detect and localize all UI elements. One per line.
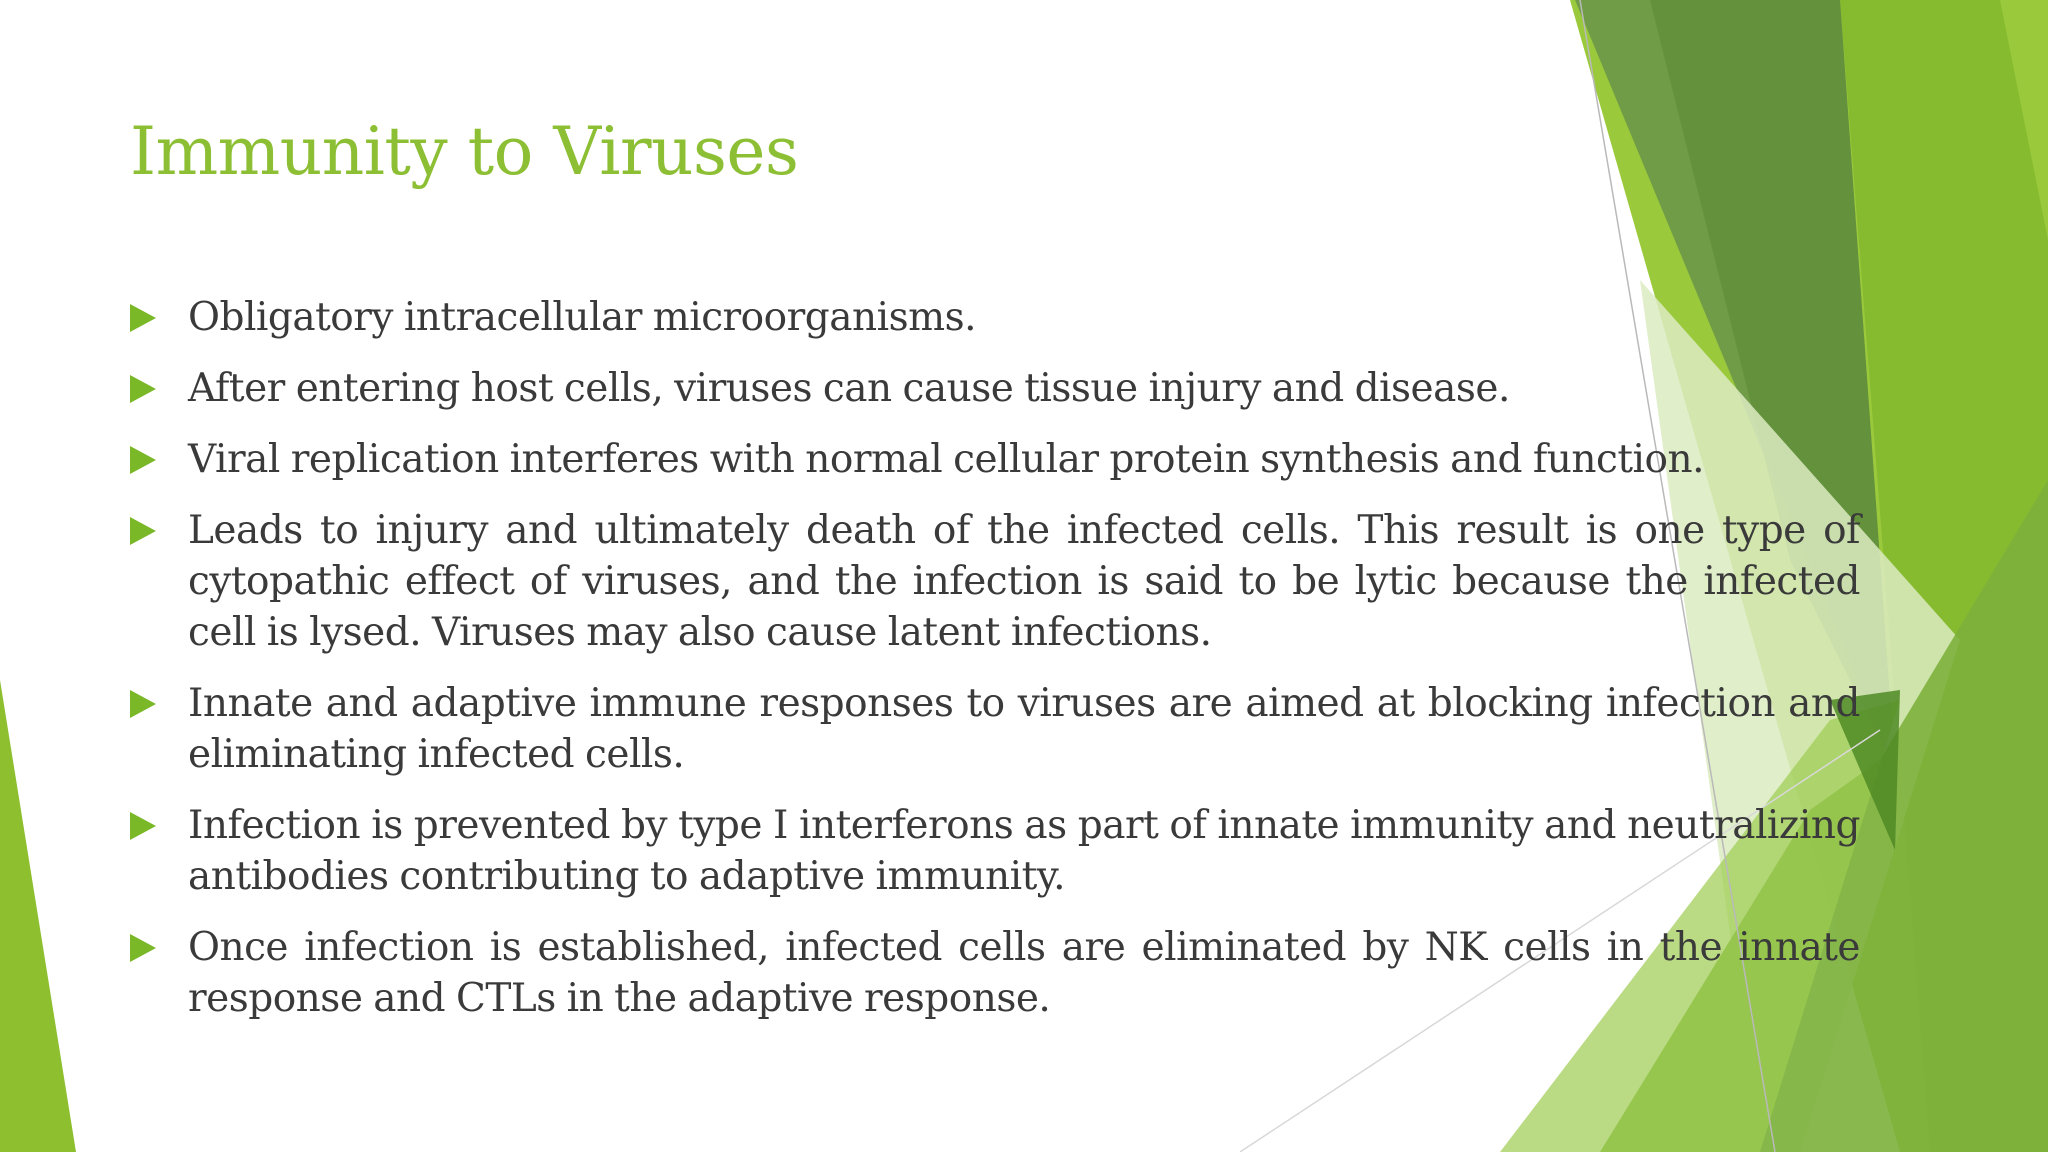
bullet-text: Innate and adaptive immune responses to viruses are aimed at blocking infection and eliminating infected cells. — [188, 681, 1860, 777]
triangle-right-icon — [130, 800, 188, 851]
bullet-item — [130, 292, 1860, 343]
bullet-item — [130, 922, 1860, 1024]
bullet-item — [130, 505, 1860, 658]
triangle-right-icon — [130, 678, 188, 729]
bullet-text: Infection is prevented by type I interferons as part of innate immunity and neutralizing antibodies contributing to adaptive immunity. — [188, 803, 1860, 899]
slide-title: Immunity to Viruses — [130, 113, 799, 190]
triangle-right-icon — [130, 505, 188, 556]
bullet-item — [130, 800, 1860, 902]
bullet-text: Leads to injury and ultimately death of the infected cells. This result is one type of cytopathic effect of viruses, and the infection is said to be lytic because the infected cell is lysed. Viruses may also cause latent infections. — [188, 508, 1860, 655]
bullet-text: Once infection is established, infected cells are eliminated by NK cells in the innate response and CTLs in the adaptive response. — [188, 925, 1860, 1021]
triangle-right-icon — [130, 922, 188, 973]
triangle-right-icon — [130, 292, 188, 343]
bullet-text: After entering host cells, viruses can cause tissue injury and disease. — [188, 366, 1510, 411]
triangle-right-icon — [130, 434, 188, 485]
triangle-right-icon — [130, 363, 188, 414]
bullet-item — [130, 434, 1860, 485]
bullet-text: Obligatory intracellular microorganisms. — [188, 295, 976, 340]
bullet-list — [130, 292, 1860, 1044]
bullet-item — [130, 363, 1860, 414]
bullet-item — [130, 678, 1860, 780]
bullet-text: Viral replication interferes with normal cellular protein synthesis and function. — [188, 437, 1705, 482]
